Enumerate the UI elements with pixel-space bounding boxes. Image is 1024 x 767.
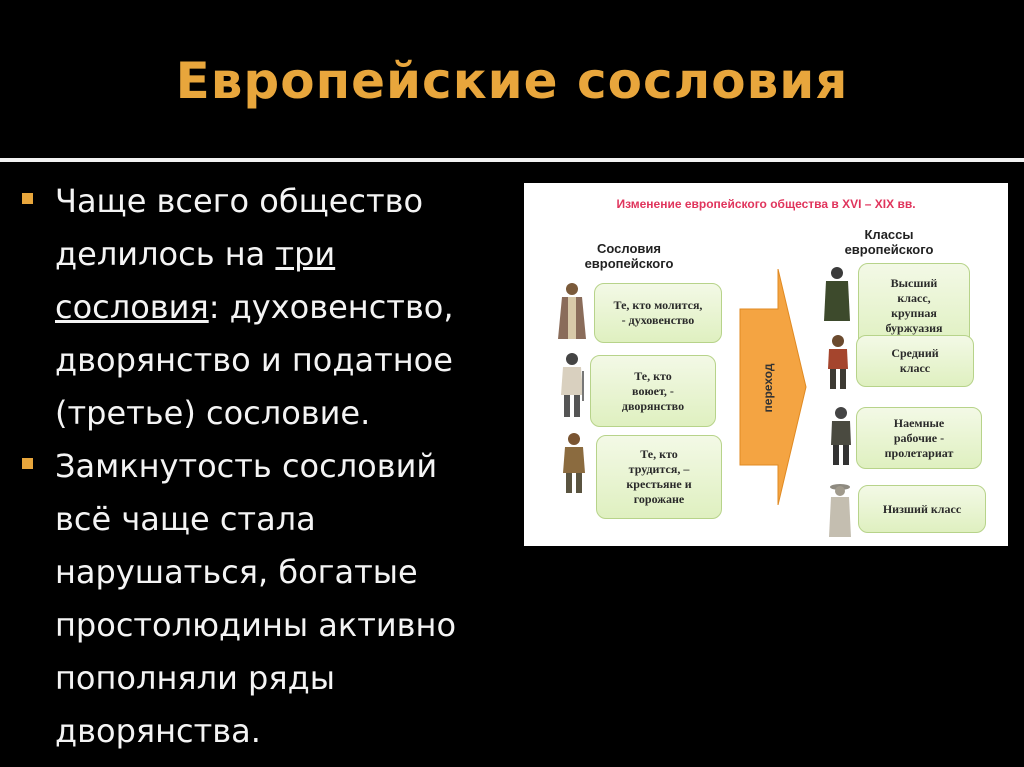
underlined-term-three: три	[275, 235, 336, 273]
bullet-item-2	[22, 440, 522, 758]
bullet-item-1	[22, 175, 522, 440]
right-column-header: Классы европейского	[844, 227, 934, 257]
peasant-figure-icon	[558, 431, 590, 495]
worker-figure-icon	[826, 405, 856, 467]
class-workers-box: Наемные рабочие - пролетариат	[856, 407, 982, 469]
bullet-1-line-4: дворянство и податное	[55, 341, 453, 379]
bullet-marker-icon	[22, 193, 33, 204]
middle-class-figure-icon	[822, 333, 854, 391]
slide-body	[22, 175, 522, 758]
bullet-2-line-4: простолюдины активно	[55, 606, 457, 644]
bullet-2-line-6: дворянства.	[55, 712, 261, 750]
estate-commoners-box: Те, кто трудится, – крестьяне и горожане	[596, 435, 722, 519]
bullet-2-line-5: пополняли ряды	[55, 659, 335, 697]
priest-figure-icon	[554, 281, 590, 341]
figure-title: Изменение европейского общества в XVI – XIX вв.	[616, 197, 916, 211]
slide-title: Европейские сословия	[175, 52, 849, 110]
estates-to-classes-figure	[524, 183, 1008, 546]
left-column-header: Сословия европейского	[584, 241, 674, 271]
title-divider	[0, 158, 1024, 162]
upper-class-figure-icon	[820, 265, 854, 323]
class-middle-box: Средний класс	[856, 335, 974, 387]
bullet-marker-icon	[22, 458, 33, 469]
bullet-2-line-3: нарушаться, богатые	[55, 553, 418, 591]
lower-class-figure-icon	[824, 481, 856, 539]
bullet-1-line-1: Чаще всего общество	[55, 182, 424, 220]
underlined-term-estates: сословия	[55, 288, 209, 326]
class-upper-box: Высший класс, крупная буржуазия	[858, 263, 970, 349]
class-lower-box: Низший класс	[858, 485, 986, 533]
arrow-label: переход	[761, 363, 775, 413]
bullet-2-line-2: всё чаще стала	[55, 500, 316, 538]
knight-figure-icon	[554, 351, 590, 419]
estate-nobility-box: Те, кто воюет, - дворянство	[590, 355, 716, 427]
bullet-2-line-1: Замкнутость сословий	[55, 447, 438, 485]
bullet-1-line-2: делилось на три	[55, 235, 336, 273]
bullet-1-line-3: сословия: духовенство,	[55, 288, 454, 326]
bullet-1-line-5: (третье) сословие.	[55, 394, 371, 432]
estate-clergy-box: Те, кто молится, - духовенство	[594, 283, 722, 343]
